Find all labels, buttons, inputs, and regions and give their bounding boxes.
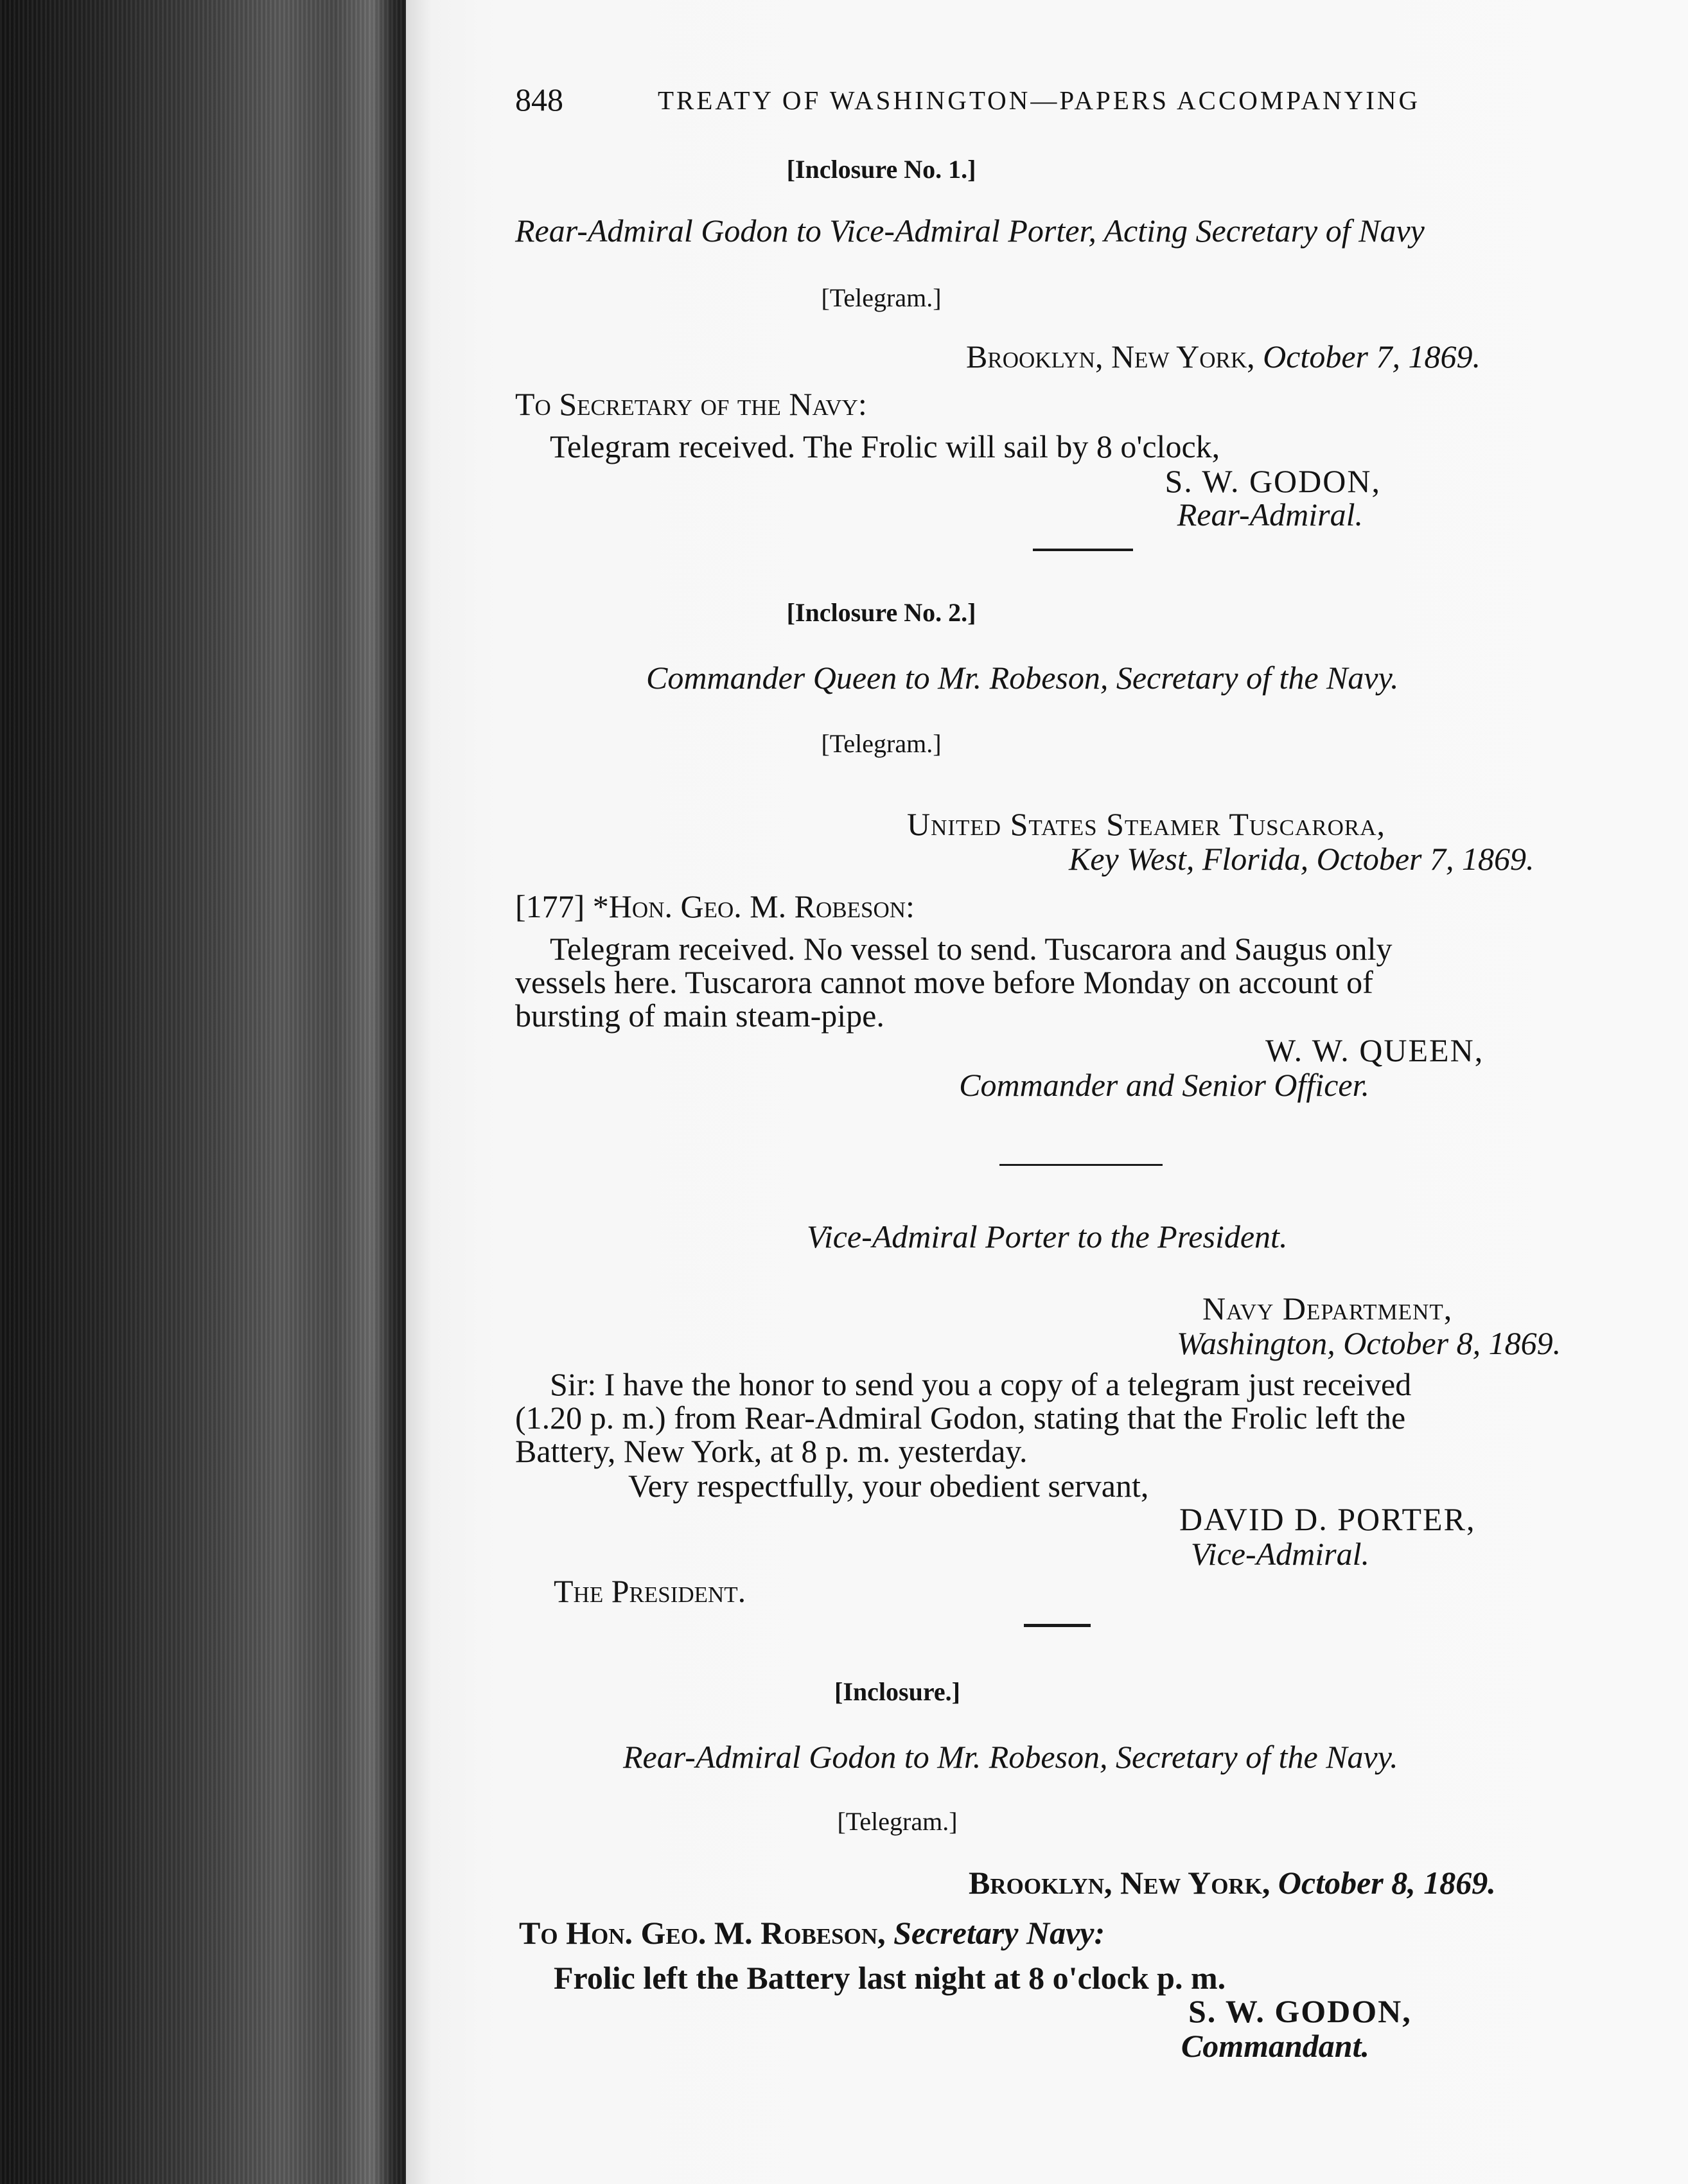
letter-closing: Very respectfully, your obedient servant, bbox=[628, 1468, 1149, 1504]
enclosure-3-dateline bbox=[969, 1867, 1496, 1899]
enclosure-1-label: [Inclosure No. 1.] bbox=[786, 155, 976, 184]
section-divider bbox=[999, 1164, 1163, 1166]
enclosure-2-heading: Commander Queen to Mr. Robeson, Secretary of the Navy. bbox=[646, 660, 1399, 696]
book-gutter bbox=[0, 0, 411, 2184]
section-divider bbox=[1033, 549, 1133, 551]
enclosure-1-place: Brooklyn, New York, bbox=[966, 339, 1255, 374]
enclosure-3-place: Brooklyn, New York, bbox=[969, 1865, 1270, 1901]
enclosure-2-signature-title: Commander and Senior Officer. bbox=[959, 1067, 1369, 1103]
enclosure-3-heading: Rear-Admiral Godon to Mr. Robeson, Secretary of the Navy. bbox=[623, 1739, 1398, 1775]
enclosure-1-heading-from: Rear-Admiral Godon to Vice-Admiral Porter, bbox=[515, 213, 1096, 249]
enclosure-2-body-line3: bursting of main steam-pipe. bbox=[515, 998, 884, 1034]
enclosure-3-signature-title: Commandant. bbox=[1181, 2028, 1369, 2064]
enclosure-3-label: [Inclosure.] bbox=[834, 1677, 960, 1706]
enclosure-2-body-line1: Telegram received. No vessel to send. Tuscarora and Saugus only bbox=[550, 931, 1393, 967]
letter-place-line2: Washington, October 8, 1869. bbox=[1177, 1325, 1561, 1361]
enclosure-2-body-line2: vessels here. Tuscarora cannot move before Monday on account of bbox=[515, 964, 1373, 1000]
letter-heading: Vice-Admiral Porter to the President. bbox=[807, 1219, 1288, 1255]
enclosure-2-telegram-label: [Telegram.] bbox=[821, 729, 942, 758]
enclosure-2-place-line2: Key West, Florida, October 7, 1869. bbox=[1069, 841, 1534, 877]
enclosure-3-date: October 8, 1869. bbox=[1278, 1865, 1496, 1901]
enclosure-1-signature-name: S. W. GODON, bbox=[1165, 463, 1381, 499]
enclosure-1-salutation: To Secretary of the Navy: bbox=[515, 386, 867, 422]
enclosure-3-salutation-title: Secretary Navy: bbox=[893, 1915, 1105, 1951]
enclosure-1-telegram-label: [Telegram.] bbox=[821, 283, 942, 312]
enclosure-2-place-line1: United States Steamer Tuscarora, bbox=[907, 806, 1386, 842]
letter-signature-title: Vice-Admiral. bbox=[1190, 1536, 1369, 1572]
enclosure-3-signature-name: S. W. GODON, bbox=[1188, 1993, 1412, 2029]
enclosure-1-heading-to: Acting Secretary of Navy bbox=[1103, 213, 1425, 249]
enclosure-2-signature-name: W. W. QUEEN, bbox=[1265, 1032, 1484, 1068]
letter-body-line3: Battery, New York, at 8 p. m. yesterday. bbox=[515, 1433, 1028, 1469]
running-title: TREATY OF WASHINGTON—PAPERS ACCOMPANYING bbox=[658, 85, 1421, 115]
enclosure-3-salutation bbox=[519, 1917, 1105, 1949]
enclosure-1-date: October 7, 1869. bbox=[1263, 339, 1481, 374]
enclosure-3-salutation-name: To Hon. Geo. M. Robeson, bbox=[519, 1915, 886, 1951]
section-divider bbox=[1024, 1624, 1091, 1627]
enclosure-1-dateline bbox=[966, 340, 1481, 373]
page-number: 848 bbox=[515, 82, 563, 118]
enclosure-1-body: Telegram received. The Frolic will sail by 8 o'clock, bbox=[550, 428, 1220, 464]
enclosure-2-label: [Inclosure No. 2.] bbox=[786, 598, 976, 627]
enclosure-3-telegram-label: [Telegram.] bbox=[837, 1807, 958, 1836]
letter-body-line1: Sir: I have the honor to send you a copy of a telegram just received bbox=[550, 1366, 1412, 1402]
letter-addressee: The President. bbox=[554, 1573, 746, 1609]
enclosure-1-heading bbox=[515, 215, 1425, 247]
enclosure-3-body: Frolic left the Battery last night at 8 o'clock p. m. bbox=[554, 1960, 1226, 1996]
letter-signature-name: DAVID D. PORTER, bbox=[1179, 1501, 1476, 1537]
enclosure-2-salutation: [177] *Hon. Geo. M. Robeson: bbox=[515, 888, 915, 924]
document-page bbox=[406, 0, 1688, 2184]
enclosure-1-signature-title: Rear-Admiral. bbox=[1177, 497, 1363, 533]
letter-body-line2: (1.20 p. m.) from Rear-Admiral Godon, stating that the Frolic left the bbox=[515, 1400, 1406, 1436]
letter-place-line1: Navy Department, bbox=[1202, 1290, 1453, 1326]
